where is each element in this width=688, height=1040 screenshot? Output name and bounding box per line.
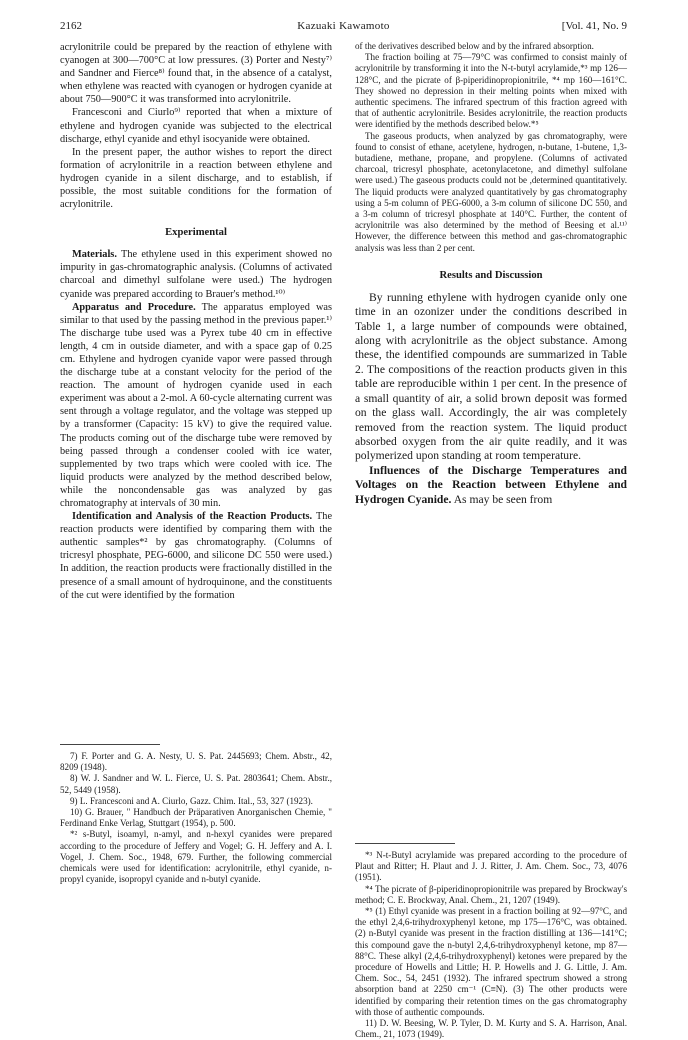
running-header — [60, 20, 627, 36]
footnote-rule — [60, 744, 160, 745]
paragraph: acrylonitrile could be prepared by the reaction of ethylene with cyanogen at 300—700°C at low pressures. (3) Porter and Nesty⁷⁾ and Sandner and Fierce⁸⁾ found that, in the absence of a catalyst, when ethylene was reacted with cyanogen or hydrogen cyanide at about 750—900°C it was transformed into acrylonitrile. — [60, 42, 332, 106]
paragraph: In the present paper, the author wishes to report the direct formation of acrylonitrile in a reaction between ethylene and hydrogen cyanide in a silent discharge, and to establish, if possible, the most suitable conditions for the formation of acrylonitrile. — [60, 146, 332, 211]
footnote: *² s-Butyl, isoamyl, n-amyl, and n-hexyl cyanides were prepared according to the procedure of Jeffery and Vogel; G. H. Jeffery and A. I. Vogel, J. Chem. Soc., 1948, 679. Further, the following commercial chemicals were used for identification: acrylonitrile, ethyl cyanide, n-propyl cyanide, isopropyl cyanide and n-butyl cyanide. — [60, 829, 332, 885]
footnotes-left — [60, 734, 332, 885]
paragraph-apparatus — [60, 301, 332, 511]
paragraph: of the derivatives described below and by the infrared absorption. — [355, 41, 594, 51]
paragraph-identification — [60, 510, 332, 602]
footnote: 11) D. W. Beesing, W. P. Tyler, D. M. Kurty and S. A. Harrison, Anal. Chem., 21, 1073 (1949). — [355, 1018, 627, 1040]
footnote-rule — [355, 843, 455, 844]
paragraph-influence — [355, 464, 627, 507]
footnote: *⁴ The picrate of β-piperidinopropionitrile was prepared by Brockway's method; C. E. Brockway, Anal. Chem., 21, 1207 (1949). — [355, 883, 627, 905]
paragraph-materials — [60, 248, 332, 300]
results-body — [355, 291, 627, 507]
footnote: 10) G. Brauer, " Handbuch der Präparativen Anorganischen Chemie, " Ferdinand Enke Verlag, Stuttgart (1954), p. 500. — [60, 807, 332, 829]
footnote: 9) L. Francesconi and A. Ciurlo, Gazz. Chim. Ital., 53, 327 (1923). — [70, 795, 313, 806]
paragraph: The gaseous products, when analyzed by gas chromatography, were found to consist of ethane, acetylene, hydrogen, n-butane, 1-butene, 1,3-butadiene, methane, propane, and propylene. (Columns of activated charcoal, tricresyl phosphate, acetonylacetone, and dimethyl sulfolane were used.) The gaseous products could not be ,determined quantitatively. The liquid products were analyzed quantitatively by gas chromatography using a 5-m column of PEG-6000, a 3-m column of silicone DC 550, and a 3-m column of tricresyl phosphate at 140°C. Further, the content of acrylonitrile was also determined by the method of Beesing et al.¹¹⁾ However, the difference between this method and gas-chromatographic analysis was less than 2 per cent. — [355, 130, 627, 253]
paragraph-text: The reaction products were identified by comparing them with the authentic samples*² by gas chromatography. (Columns of tricresyl phosphate, PEG-6000, and silicone DC 550 were used.) In addition, the reaction products were fractionally distilled in the presence of a small amount of hydroquinone, and the constituents of the cut were identified by the formation — [60, 511, 333, 601]
run-in-heading: Apparatus and Procedure. — [72, 301, 196, 313]
small-text-block — [355, 41, 627, 254]
section-heading-experimental: Experimental — [165, 227, 227, 239]
paragraph-text: The ethylene used in this experiment showed no impurity in gas-chromatographic analysis. (Columns of activated charcoal and dimethyl sulfolane were used.) The hydrogen cyanide was prepared according to Brauer's method.¹⁰⁾ — [60, 249, 332, 300]
paragraph: The fraction boiling at 75—79°C was confirmed to consist mainly of acrylonitrile by transforming it into the N-t-butyl acrylamide,*³ mp 126—128°C, and the picrate of β-piperidinopropionitrile, *⁴ mp 160—161°C. They showed no depression in their melting points when mixed with authentic specimens. The infrared spectrum of this fraction agreed with that of authentic acrylonitrile. Besides acrylonitrile, the reaction products were identified by the methods described below.*⁵ — [355, 52, 627, 130]
run-in-heading: Materials. — [72, 249, 117, 261]
page-number: 2162 — [60, 20, 82, 32]
running-author: Kazuaki Kawamoto — [297, 20, 390, 32]
right-column — [355, 41, 627, 1040]
run-in-heading: Identification and Analysis of the Reaction Products. — [72, 511, 313, 523]
paragraph-text: As may be seen from — [453, 492, 553, 506]
footnotes-right — [355, 833, 627, 1040]
section-heading-results: Results and Discussion — [439, 269, 543, 281]
footnote: *⁵ (1) Ethyl cyanide was present in a fraction boiling at 92—97°C, and the ethyl 2,4,6-trihydroxyphenyl ketone, mp 175—176°C, was obtained. (2) n-Butyl cyanide was present in the fraction distilling at 136—141°C; this compound gave the n-butyl 2,4,6-trihydroxyphenyl ketone, mp 87—88°C. These alkyl (2,4,6-trihydroxyphenyl) ketones were prepared by the procedure of Howells and Little; H. P. Howells and J. G. Little, J. Am. Chem. Soc., 54, 2451 (1932). The infrared spectrum showed a strong absorption band at 2250 cm⁻¹ (C≡N). (3) The other products were identified by comparing their retention times on the gas chromatography with those of authentic compounds. — [355, 906, 627, 1017]
footnote: *³ N-t-Butyl acrylamide was prepared according to the procedure of Plaut and Ritter; H. Plaut and J. J. Ritter, J. Am. Chem. Soc., 73, 4076 (1951). — [355, 850, 627, 883]
run-in-heading: Influences of the Discharge Temperatures and Voltages on the Reaction between Ethylene and Hydrogen Cyanide. — [355, 463, 627, 506]
left-column — [60, 41, 333, 885]
paragraph-text: The apparatus employed was similar to that used by the passing method in the previous paper.¹⁾ The discharge tube used was a Pyrex tube 40 cm in effective length, 4 cm in outside diameter, and with a space gap of 0.25 cm. Ethylene and hydrogen cyanide vapor were passed through the discharge tube at a constant velocity for the period of the reaction. The amount of hydrogen cyanide used in each experiment was about a 2-mol. A 60-cycle alternating current was sent through a voltage regulator, and the voltage was stepped up by a transformer (Capacity: 15 kV) to give the required value. The products coming out of the discharge tube were removed by being passed through a condenser cooled with ice water, supplemented by two traps which were cooled with ice. The liquid products were analyzed by the method described below, while the noncondensable gas was analyzed by gas chromatography at intervals of 30 min. — [60, 301, 332, 509]
volume-info: [Vol. 41, No. 9 — [561, 20, 627, 32]
footnote: 7) F. Porter and G. A. Nesty, U. S. Pat. 2445693; Chem. Abstr., 42, 8209 (1948). — [60, 751, 332, 773]
paragraph: By running ethylene with hydrogen cyanide only one time in an ozonizer under the conditions described in Table 1, a large number of compounds were obtained, along with acrylonitrile as the object substance. Among these, the identified compounds are summarized in Table 2. The compositions of the reaction products given in this table are reproducible within 1 per cent. In the presence of a small quantity of air, a solid brown deposit was formed on the glass wall. Accordingly, the air was completely removed from the reaction system. The liquid product absorbed oxygen from the air quite readily, and it was polymerized upon standing at room temperature. — [355, 290, 627, 463]
footnote: 8) W. J. Sandner and W. L. Fierce, U. S. Pat. 2803641; Chem. Abstr., 52, 5449 (1958). — [60, 773, 332, 795]
paragraph: Francesconi and Ciurlo⁹⁾ reported that when a mixture of ethylene and hydrogen cyanide was subjected to the electrical discharge, ethyl cyanide and ethyl isocyanide were obtained. — [60, 107, 332, 145]
